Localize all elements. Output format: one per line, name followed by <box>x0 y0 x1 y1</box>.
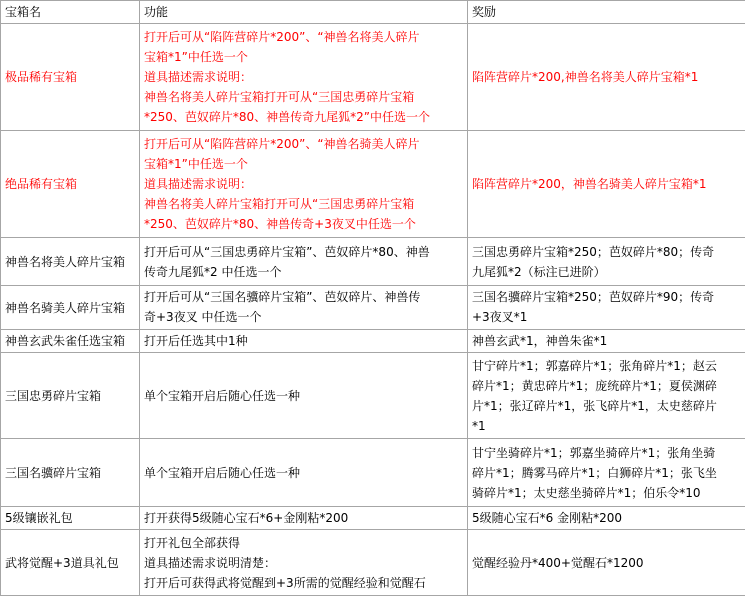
box-name: 绝品稀有宝箱 <box>1 131 140 238</box>
function-line: 道具描述需求说明： <box>144 174 463 194</box>
box-reward: 5级随心宝石*6 金刚粘*200 <box>468 507 745 530</box>
box-function <box>140 530 468 596</box>
box-name: 极品稀有宝箱 <box>1 24 140 131</box>
box-function: 打开获得5级随心宝石*6+金刚粘*200 <box>140 507 468 530</box>
function-line: 道具描述需求说明： <box>144 67 463 87</box>
reward-line: 三国忠勇碎片宝箱*250；芭奴碎片*80；传奇 <box>472 242 741 262</box>
box-function <box>140 286 468 330</box>
reward-line: 碎片*1；黄忠碎片*1；庞统碎片*1；夏侯渊碎 <box>472 376 741 396</box>
function-line: 宝箱*1”中任选一个 <box>144 154 463 174</box>
function-line: 宝箱*1”中任选一个 <box>144 47 463 67</box>
box-function <box>140 238 468 286</box>
header-function: 功能 <box>140 1 468 24</box>
function-line: 打开后可从“三国忠勇碎片宝箱”、芭奴碎片*80、神兽 <box>144 242 463 262</box>
table-row <box>1 286 745 330</box>
reward-line: *1 <box>472 416 741 436</box>
box-name: 三国名骥碎片宝箱 <box>1 439 140 507</box>
table-row <box>1 530 745 596</box>
reward-line: 甘宁坐骑碎片*1；郭嘉坐骑碎片*1；张角坐骑 <box>472 443 741 463</box>
table-row <box>1 131 745 238</box>
function-line: 传奇九尾狐*2 中任选一个 <box>144 262 463 282</box>
function-line: *250、芭奴碎片*80、神兽传奇+3夜叉中任选一个 <box>144 214 463 234</box>
box-reward: 陷阵营碎片*200，神兽名骑美人碎片宝箱*1 <box>468 131 745 238</box>
box-function <box>140 24 468 131</box>
reward-line: 甘宁碎片*1；郭嘉碎片*1；张角碎片*1；赵云 <box>472 356 741 376</box>
table-row <box>1 238 745 286</box>
function-line: 神兽名将美人碎片宝箱打开可从“三国忠勇碎片宝箱 <box>144 87 463 107</box>
table-row <box>1 330 745 353</box>
box-function: 打开后任选其中1种 <box>140 330 468 353</box>
function-line: 打开后可从“陷阵营碎片*200”、“神兽名骑美人碎片 <box>144 134 463 154</box>
header-reward: 奖励 <box>468 1 745 24</box>
box-function <box>140 131 468 238</box>
box-reward: 神兽玄武*1，神兽朱雀*1 <box>468 330 745 353</box>
box-name: 神兽名将美人碎片宝箱 <box>1 238 140 286</box>
function-line: 打开礼包全部获得 <box>144 533 463 553</box>
reward-line: 骑碎片*1；太史慈坐骑碎片*1；伯乐令*10 <box>472 483 741 503</box>
reward-line: 三国名骥碎片宝箱*250；芭奴碎片*90；传奇 <box>472 287 741 307</box>
box-reward <box>468 353 745 439</box>
box-reward <box>468 286 745 330</box>
header-name: 宝箱名 <box>1 1 140 24</box>
function-line: 奇+3夜叉 中任选一个 <box>144 307 463 327</box>
reward-line: 九尾狐*2（标注已进阶） <box>472 262 741 282</box>
box-reward <box>468 238 745 286</box>
box-name: 5级镶嵌礼包 <box>1 507 140 530</box>
box-reward: 陷阵营碎片*200,神兽名将美人碎片宝箱*1 <box>468 24 745 131</box>
box-name: 武将觉醒+3道具礼包 <box>1 530 140 596</box>
box-function: 单个宝箱开启后随心任选一种 <box>140 353 468 439</box>
header-row <box>1 1 745 24</box>
function-line: 神兽名将美人碎片宝箱打开可从“三国忠勇碎片宝箱 <box>144 194 463 214</box>
box-reward: 觉醒经验丹*400+觉醒石*1200 <box>468 530 745 596</box>
box-function: 单个宝箱开启后随心任选一种 <box>140 439 468 507</box>
function-line: 打开后可从“三国名骥碎片宝箱”、芭奴碎片、神兽传 <box>144 287 463 307</box>
box-name: 神兽名骑美人碎片宝箱 <box>1 286 140 330</box>
table-row <box>1 507 745 530</box>
function-line: 打开后可获得武将觉醒到+3所需的觉醒经验和觉醒石 <box>144 573 463 593</box>
table-row <box>1 24 745 131</box>
box-reward <box>468 439 745 507</box>
reward-line: 片*1；张辽碎片*1，张飞碎片*1，太史慈碎片 <box>472 396 741 416</box>
table-row <box>1 439 745 507</box>
reward-line: +3夜叉*1 <box>472 307 741 327</box>
reward-line: 碎片*1；腾雾马碎片*1；白狮碎片*1；张飞坐 <box>472 463 741 483</box>
function-line: 道具描述需求说明清楚： <box>144 553 463 573</box>
box-name: 三国忠勇碎片宝箱 <box>1 353 140 439</box>
function-line: *250、芭奴碎片*80、神兽传奇九尾狐*2”中任选一个 <box>144 107 463 127</box>
table-row <box>1 353 745 439</box>
box-name: 神兽玄武朱雀任选宝箱 <box>1 330 140 353</box>
function-line: 打开后可从“陷阵营碎片*200”、“神兽名将美人碎片 <box>144 27 463 47</box>
